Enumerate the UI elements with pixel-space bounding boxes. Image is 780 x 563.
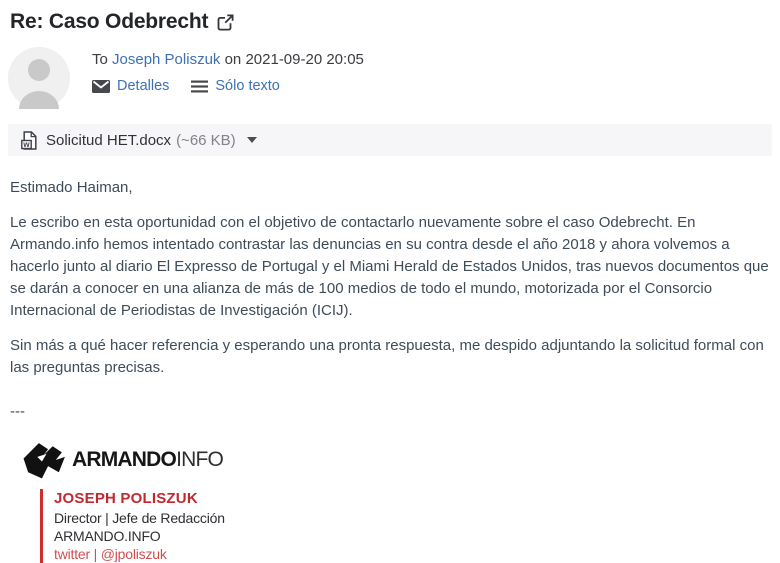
- signature-block: [40, 489, 770, 563]
- attachment-size: (~66 KB): [176, 131, 236, 149]
- message-actions: [92, 78, 364, 94]
- attachment-filename: Solicitud HET.docx: [46, 131, 172, 149]
- signature-links-clipped[interactable]: twitter | @jpoliszuk: [54, 546, 167, 562]
- armandoinfo-logo-text: [72, 449, 223, 471]
- armandoinfo-logo-mark: [22, 440, 68, 480]
- svg-text:w: w: [23, 139, 30, 149]
- hamburger-icon: [191, 80, 208, 93]
- date-text: on 2021-09-20 20:05: [224, 51, 364, 68]
- page-title: Re: Caso Odebrecht: [10, 10, 209, 33]
- recipient-line: [92, 51, 364, 68]
- title-row: [0, 0, 780, 34]
- word-file-icon: [21, 131, 37, 150]
- message-header: [0, 47, 780, 109]
- greeting-text: Estimado Haiman,: [10, 179, 133, 196]
- plain-text-button[interactable]: [191, 78, 280, 94]
- envelope-icon: [92, 80, 110, 93]
- recipient-link[interactable]: Joseph Poliszuk: [112, 51, 221, 68]
- to-label: To: [92, 51, 108, 68]
- logo-word-armando: ARMANDO: [72, 448, 177, 471]
- plain-text-label: Sólo texto: [215, 78, 280, 94]
- avatar: [8, 47, 70, 109]
- signature-name: JOSEPH POLISZUK: [54, 490, 198, 507]
- body-paragraph-1: Le escribo en esta oportunidad con el objetivo de contactarlo nuevamente sobre el caso Odebrecht. En Armando.info hemos intentado contrastar las denuncias en su contra desde el año 2018 y ahora volvemos a hacerlo junto al diario El Expresso de Portugal y el Miami Herald de Estados Unidos, tras nuevos documentos que se darán a conocer en una alianza de más de 100 medios de todo el mundo, motorizada por el Consorcio Internacional de Periodistas de Investigación (ICIJ).: [10, 214, 769, 319]
- header-column: [92, 47, 364, 109]
- details-button[interactable]: [92, 78, 169, 94]
- details-label: Detalles: [117, 78, 170, 94]
- signature-role: Director | Jefe de Redacción: [54, 510, 225, 526]
- logo-word-info: INFO: [176, 448, 224, 471]
- caret-down-icon[interactable]: [247, 137, 257, 143]
- person-icon: [8, 47, 70, 109]
- external-link-icon[interactable]: [217, 14, 234, 31]
- attachment-bar[interactable]: [8, 124, 772, 156]
- email-body: [0, 156, 780, 563]
- signature-org: ARMANDO.INFO: [54, 528, 161, 544]
- body-paragraph-2: Sin más a qué hacer referencia y esperando una pronta respuesta, me despido adjuntando la solicitud formal con las preguntas precisas.: [10, 337, 764, 376]
- armandoinfo-logo: [22, 440, 770, 480]
- signature-separator: ---: [10, 403, 25, 420]
